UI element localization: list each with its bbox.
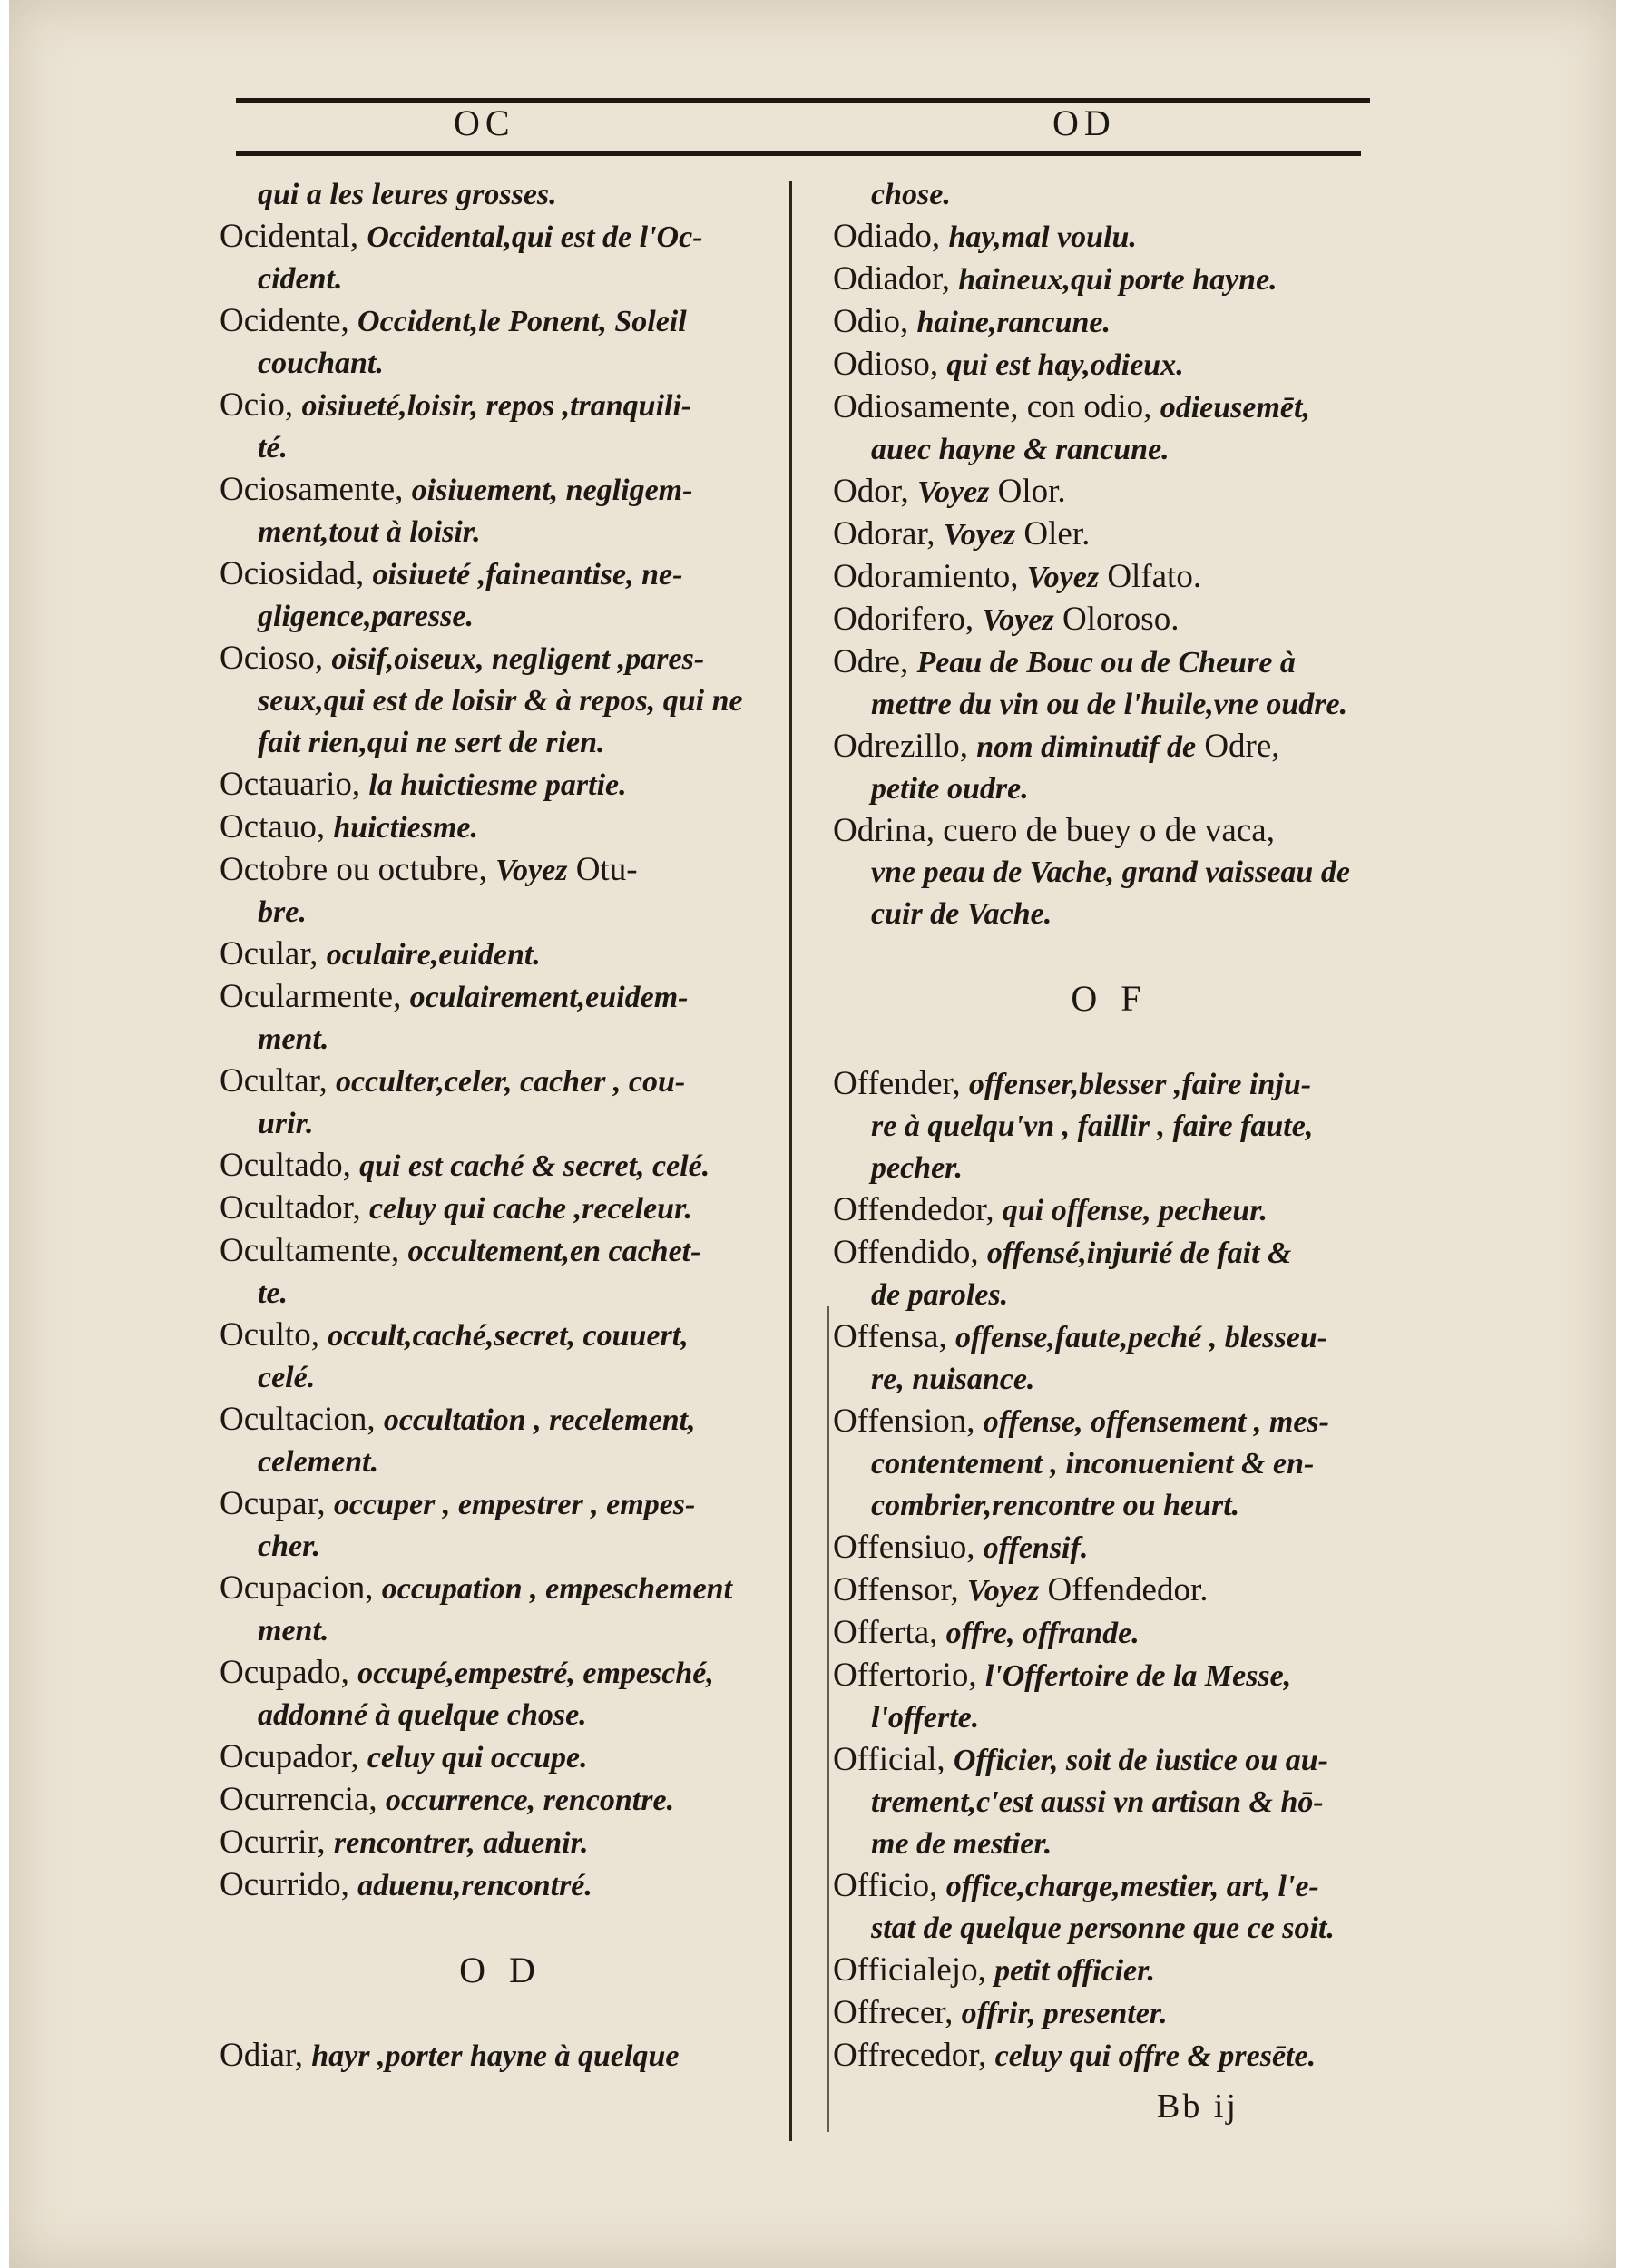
entry-headword: Ocupar, (220, 1485, 326, 1522)
entry-headword: Ocidental, (220, 218, 359, 255)
entry-headword: Octobre ou octubre, (220, 851, 487, 888)
entry-headword: Offender, (833, 1065, 961, 1102)
entry-continuation: urir. (258, 1107, 314, 1140)
entry-headword: Oculto, (220, 1316, 319, 1354)
dictionary-entry (220, 1568, 782, 1652)
entry-headword-ref: Olor. (997, 473, 1066, 510)
entry-translation: office,charge,mestier, art, l'e- (945, 1870, 1319, 1903)
entry-headword: Octauo, (220, 808, 326, 846)
entry-translation: occultation , recelement, (383, 1403, 696, 1437)
entry-translation: Voyez (966, 1574, 1040, 1608)
entry-continuation: celement. (258, 1445, 379, 1479)
entry-translation: huictiesme. (333, 811, 478, 845)
entry-headword: Ocidente, (220, 302, 349, 339)
entry-translation: offensif. (983, 1531, 1089, 1565)
entry-translation: Voyez (495, 854, 568, 887)
entry-headword-ref: Oler. (1023, 515, 1091, 552)
entry-continuation: contentement , inconuenient & en- (871, 1447, 1315, 1481)
entry-translation: occupé,empestré, empesché, (357, 1657, 714, 1690)
entry-headword: Ocultador, (220, 1189, 361, 1227)
entry-translation: celuy qui offre & presēte. (994, 2039, 1317, 2073)
entry-continuation: te. (258, 1276, 289, 1310)
entry-headword: Ocultacion, (220, 1401, 376, 1438)
entry-translation: Officier, soit de iustice ou au- (953, 1744, 1328, 1777)
entry-headword: Odoramiento, (833, 558, 1019, 595)
entry-continuation: fait rien,qui ne sert de rien. (258, 726, 605, 759)
entry-translation: qui est hay,odieux. (946, 348, 1184, 382)
entry-headword: Offensor, (833, 1571, 959, 1608)
entry-continuation: pecher. (871, 1151, 964, 1185)
entry-continuation: combrier,rencontre ou heurt. (871, 1489, 1240, 1522)
entry-headword: Ocupacion, (220, 1569, 374, 1607)
entry-headword: Odrezillo, (833, 728, 968, 765)
entry-headword: Offension, (833, 1403, 975, 1440)
entry-translation: occupation , empeschement (381, 1572, 733, 1606)
entry-translation: nom diminutif de (976, 730, 1197, 764)
entry-headword: Official, (833, 1741, 945, 1778)
header-rule-bottom (236, 151, 1361, 156)
entry-headword: Ocupado, (220, 1654, 349, 1691)
entry-translation: oisiueté ,faineantise, ne- (372, 558, 683, 591)
entry-headword: Odorifero, (833, 601, 974, 638)
entry-continuation: re à quelqu'vn , faillir , faire faute, (871, 1110, 1314, 1143)
entry-translation: oisiueté,loisir, repos ,tranquili- (301, 389, 692, 423)
dictionary-entry (220, 764, 782, 807)
dictionary-entry (220, 553, 782, 638)
dictionary-entry (833, 471, 1386, 513)
dictionary-entry (220, 1736, 782, 1779)
entry-headword: Odiado, (833, 218, 941, 255)
entry-translation: qui offense, pecheur. (1002, 1194, 1268, 1227)
entry-headword: Odio, (833, 303, 909, 340)
entry-headword: Offrecedor, (833, 2037, 987, 2074)
section-heading: O D (459, 1950, 543, 1990)
dictionary-entry (833, 1612, 1386, 1655)
entry-translation: qui est caché & secret, celé. (359, 1149, 710, 1183)
entry-translation: offense, offensement , mes- (983, 1405, 1329, 1439)
entry-headword: Officio, (833, 1867, 938, 1904)
dictionary-entry (220, 1230, 782, 1315)
entry-headword: Offendedor, (833, 1191, 994, 1228)
dictionary-entry (833, 1992, 1386, 2035)
entry-translation: oisiuement, negligem- (411, 474, 693, 507)
dictionary-entry (220, 1188, 782, 1230)
dictionary-entry (220, 934, 782, 976)
entry-headword-ref: Odre, (1204, 728, 1280, 765)
entry-headword: Ocularmente, (220, 978, 402, 1015)
entry-continuation: seux,qui est de loisir & à repos, qui ne (258, 684, 743, 718)
entry-translation: celuy qui cache ,receleur. (368, 1192, 692, 1226)
entry-translation: offrir, presenter. (961, 1997, 1168, 2030)
dictionary-entry (833, 641, 1386, 726)
entry-translation: haine,rancune. (916, 306, 1111, 339)
entry-headword: Odrina, cuero de buey o de vaca, (833, 812, 1275, 849)
entry-translation: offensé,injurié de fait & (986, 1237, 1292, 1270)
entry-headword-ref: Olfato. (1107, 558, 1202, 595)
dictionary-entry (833, 599, 1386, 641)
dictionary-entry (833, 386, 1386, 471)
dictionary-entry (833, 1569, 1386, 1612)
entry-translation: oculairement,euidem- (409, 981, 689, 1014)
dictionary-entry (220, 2035, 782, 2077)
entry-translation: aduenu,rencontré. (357, 1869, 592, 1902)
entry-translation: Voyez (917, 475, 990, 509)
entry-headword-ref: Oloroso. (1062, 601, 1180, 638)
entry-continuation: vne peau de Vache, grand vaisseau de (871, 855, 1350, 889)
dictionary-entry (833, 2035, 1386, 2077)
entry-continuation: stat de quelque personne que ce soit. (871, 1911, 1335, 1945)
entry-headword: Ocurrir, (220, 1823, 326, 1861)
column-divider-lower (827, 1306, 829, 2132)
entry-translation: rencontrer, aduenir. (333, 1826, 589, 1860)
entry-continuation: ment,tout à loisir. (258, 515, 481, 549)
dictionary-entry (220, 849, 782, 934)
entry-translation: Occidental,qui est de l'Oc- (367, 220, 703, 254)
entry-headword: Ocultar, (220, 1062, 328, 1100)
column-divider (789, 181, 792, 2141)
entry-headword: Offertorio, (833, 1657, 977, 1694)
dictionary-entry (220, 807, 782, 849)
entry-headword: Odor, (833, 473, 909, 510)
dictionary-entry (833, 216, 1386, 259)
header-right: OD (1052, 103, 1116, 143)
entry-headword: Officialejo, (833, 1951, 986, 1989)
dictionary-entry (833, 1189, 1386, 1232)
entry-headword: Ocioso, (220, 640, 324, 677)
entry-translation: hayr ,porter hayne à quelque (311, 2039, 680, 2073)
entry-translation: petit officier. (994, 1954, 1155, 1988)
entry-headword: Odorar, (833, 515, 935, 552)
header-left: OC (454, 103, 515, 143)
dictionary-entry (220, 1864, 782, 1907)
dictionary-entry (833, 1950, 1386, 1992)
dictionary-entry (833, 174, 1386, 216)
dictionary-entry (833, 1401, 1386, 1527)
entry-continuation: me de mestier. (871, 1827, 1052, 1861)
entry-continuation: re, nuisance. (871, 1363, 1035, 1396)
entry-continuation: cuir de Vache. (871, 897, 1052, 931)
entry-continuation: couchant. (258, 347, 384, 380)
dictionary-entry (833, 344, 1386, 386)
dictionary-entry (833, 1655, 1386, 1739)
entry-headword-ref: Otu- (575, 851, 638, 888)
entry-headword: Offendido, (833, 1234, 979, 1271)
page (9, 0, 1616, 2268)
dictionary-entry (833, 1527, 1386, 1569)
entry-headword: Ocio, (220, 386, 294, 424)
entry-continuation: ment. (258, 1022, 329, 1056)
entry-continuation: addonné à quelque chose. (258, 1698, 587, 1732)
entry-headword: Octauario, (220, 766, 361, 803)
entry-translation: l'Offertoire de la Messe, (984, 1659, 1292, 1693)
entry-headword: Odiar, (220, 2037, 304, 2074)
entry-translation: occulter,celer, cacher , cou- (335, 1065, 686, 1099)
dictionary-entry (220, 976, 782, 1061)
section-heading: O F (1071, 978, 1149, 1019)
entry-continuation: cident. (258, 262, 343, 296)
dictionary-entry (833, 1232, 1386, 1316)
entry-translation: Voyez (943, 518, 1016, 552)
dictionary-entry (220, 638, 782, 764)
entry-translation: offenser,blesser ,faire inju- (968, 1068, 1312, 1101)
entry-translation: Voyez (982, 603, 1054, 637)
entry-headword: Ocurrido, (220, 1866, 349, 1903)
dictionary-entry (220, 1822, 782, 1864)
dictionary-entry (220, 1483, 782, 1568)
dictionary-entry (833, 556, 1386, 599)
entry-translation: haineux,qui porte hayne. (958, 263, 1277, 297)
dictionary-entry (833, 301, 1386, 344)
entry-continuation: gligence,paresse. (258, 600, 474, 633)
dictionary-entry (220, 174, 782, 216)
entry-continuation: cher. (258, 1530, 320, 1563)
dictionary-entry (833, 810, 1386, 935)
entry-headword: Offensiuo, (833, 1529, 975, 1566)
entry-translation: odieusemēt, (1160, 391, 1310, 425)
entry-headword: Odiosamente, con odio, (833, 388, 1152, 425)
dictionary-entry (220, 1315, 782, 1399)
entry-translation: hay,mal voulu. (948, 220, 1137, 254)
entry-translation: offre, offrande. (945, 1617, 1140, 1650)
entry-continuation: l'offerte. (871, 1701, 980, 1735)
entry-headword: Ocurrencia, (220, 1781, 377, 1818)
entry-headword: Odioso, (833, 346, 939, 383)
entry-translation: chose. (871, 178, 951, 211)
dictionary-entry (220, 385, 782, 469)
right-column (833, 174, 1386, 2077)
dictionary-entry (833, 1865, 1386, 1950)
entry-headword: Ocular, (220, 935, 318, 973)
entry-headword: Offerta, (833, 1614, 938, 1651)
left-column (220, 174, 782, 2077)
dictionary-entry (220, 1061, 782, 1145)
entry-headword: Ociosidad, (220, 555, 365, 592)
entry-translation: la huictiesme partie. (368, 768, 627, 802)
entry-translation: celuy qui occupe. (367, 1741, 588, 1774)
header-rule-top (236, 98, 1370, 103)
dictionary-entry (220, 469, 782, 553)
entry-headword: Offensa, (833, 1318, 947, 1355)
entry-headword: Odiador, (833, 260, 951, 298)
dictionary-entry (833, 1063, 1386, 1189)
entry-translation: qui a les leures grosses. (258, 178, 557, 211)
dictionary-entry (833, 259, 1386, 301)
dictionary-entry (833, 513, 1386, 556)
entry-headword: Ocupador, (220, 1738, 359, 1775)
entry-translation: occuper , empestrer , empes- (333, 1488, 696, 1521)
entry-translation: oculaire,euident. (326, 938, 541, 972)
dictionary-entry (220, 1779, 782, 1822)
entry-translation: oisif,oiseux, negligent ,pares- (331, 642, 705, 676)
entry-continuation: ment. (258, 1614, 329, 1647)
dictionary-entry (833, 1739, 1386, 1865)
dictionary-entry (220, 1652, 782, 1736)
dictionary-entry (833, 726, 1386, 810)
entry-headword: Ocultamente, (220, 1232, 400, 1269)
dictionary-entry (220, 216, 782, 300)
dictionary-entry (220, 1145, 782, 1188)
entry-headword: Ocultado, (220, 1147, 351, 1184)
entry-continuation: trement,c'est aussi vn artisan & hō- (871, 1785, 1324, 1819)
entry-headword-ref: Offendedor. (1047, 1571, 1209, 1608)
entry-continuation: de paroles. (871, 1278, 1009, 1312)
entry-headword: Ociosamente, (220, 471, 404, 508)
entry-translation: Peau de Bouc ou de Cheure à (916, 646, 1296, 679)
entry-headword: Odre, (833, 643, 909, 680)
dictionary-entry (220, 300, 782, 385)
entry-continuation: auec hayne & rancune. (871, 433, 1170, 466)
entry-translation: Occident,le Ponent, Soleil (357, 305, 687, 338)
entry-continuation: celé. (258, 1361, 316, 1394)
dictionary-entry (833, 1316, 1386, 1401)
entry-continuation: bre. (258, 895, 307, 929)
entry-translation: occultement,en cachet- (407, 1235, 701, 1268)
catchword: Bb ij (1157, 2087, 1238, 2126)
entry-continuation: té. (258, 431, 289, 464)
entry-continuation: mettre du vin ou de l'huile,vne oudre. (871, 688, 1348, 721)
entry-translation: Voyez (1026, 561, 1100, 594)
entry-translation: offense,faute,peché , blesseu- (954, 1321, 1328, 1354)
entry-continuation: petite oudre. (871, 772, 1029, 806)
entry-translation: occult,caché,secret, couuert, (328, 1319, 689, 1353)
entry-translation: occurrence, rencontre. (385, 1784, 675, 1817)
entry-headword: Offrecer, (833, 1994, 954, 2031)
dictionary-entry (220, 1399, 782, 1483)
